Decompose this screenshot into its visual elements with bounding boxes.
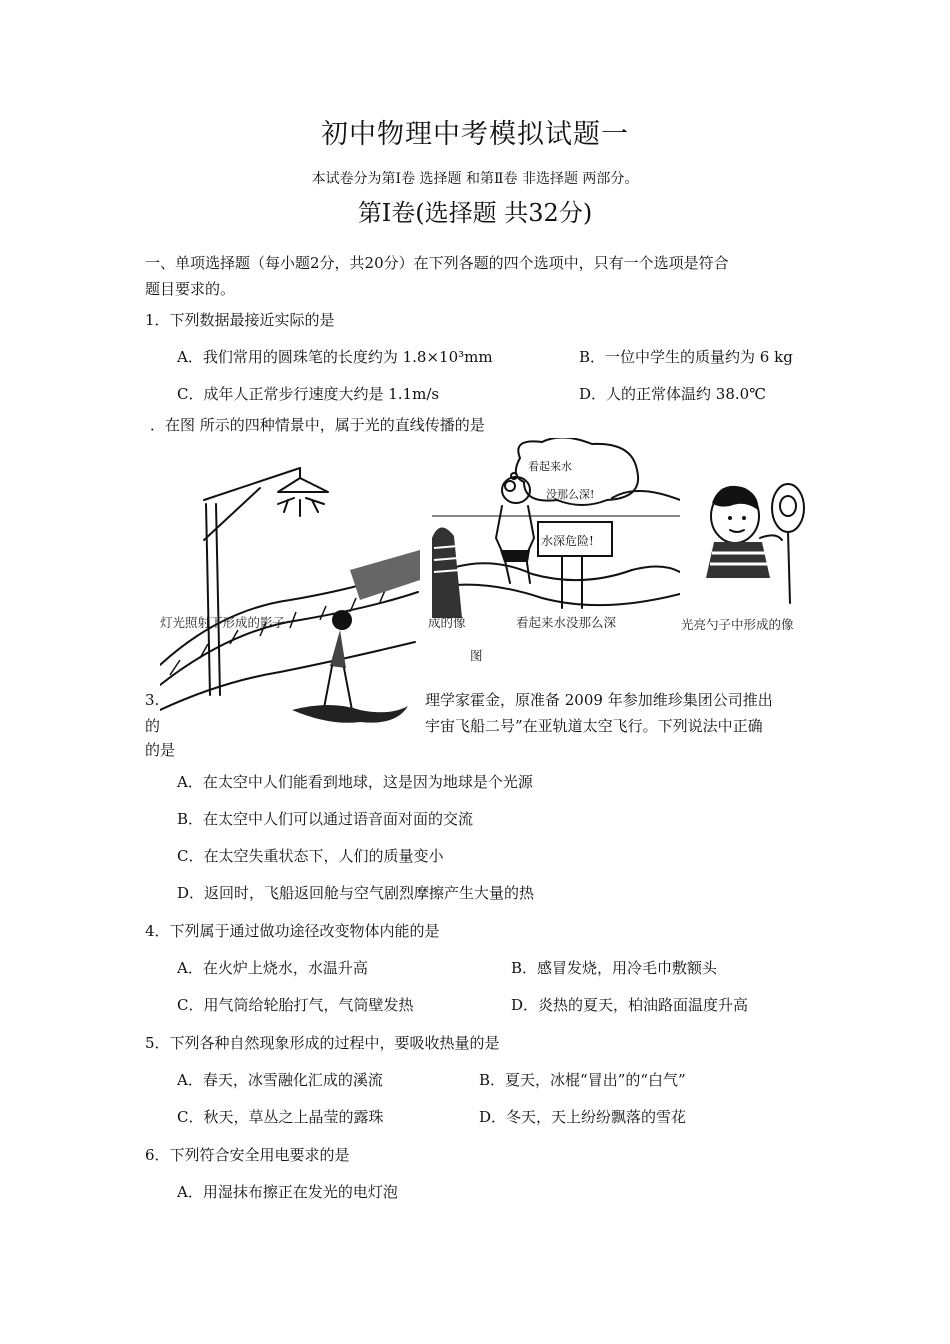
part1-intro-line1: 一、单项选择题（每小题2分，共20分）在下列各题的四个选项中，只有一个选项是符合 <box>145 254 729 272</box>
q6-stem: 6．下列符合安全用电要求的是 <box>145 1146 350 1164</box>
q1-option-c: C．成年人正常步行速度大约是 1.1m/s <box>177 385 440 403</box>
caption-lamp-shadow: 灯光照射下形成的影子 <box>160 615 286 630</box>
q3-option-b: B．在太空中人们可以通过语音面对面的交流 <box>177 810 474 828</box>
thought-bubble-line2: 没那么深! <box>546 488 595 501</box>
spoon-reflection-illustration <box>700 478 810 608</box>
caption-water-depth: 看起来水没那么深 <box>516 615 617 630</box>
q3-option-d: D．返回时，飞船返回舱与空气剧烈摩擦产生大量的热 <box>177 884 535 902</box>
q1-option-d: D．人的正常体温约 38.0℃ <box>579 385 766 403</box>
warning-sign-text: 水深危险! <box>541 534 594 548</box>
q3-stem-line2-head: 的 <box>145 717 161 735</box>
exam-title: 初中物理中考模拟试题一 <box>321 119 629 150</box>
q1-option-a: A．我们常用的圆珠笔的长度约为 1.8×10³mm <box>177 348 493 366</box>
q4-option-b: B．感冒发烧，用冷毛巾敷额头 <box>511 959 718 977</box>
caption-spoon-image: 光亮勺子中形成的像 <box>681 617 794 632</box>
q4-stem: 4．下列属于通过做功途径改变物体内能的是 <box>145 922 440 940</box>
q6-option-a: A．用湿抹布擦正在发光的电灯泡 <box>177 1183 398 1201</box>
q5-stem: 5．下列各种自然现象形成的过程中，要吸收热量的是 <box>145 1034 500 1052</box>
q5-option-c: C．秋天，草丛之上晶莹的露珠 <box>177 1108 384 1126</box>
section-heading: 第Ⅰ卷(选择题 共32分) <box>357 199 593 227</box>
caption-image-partial: 成的像 <box>428 615 466 630</box>
q3-number: 3. <box>145 691 160 709</box>
q4-option-d: D．炎热的夏天，柏油路面温度升高 <box>511 996 749 1014</box>
thought-bubble-line1: 看起来水 <box>528 460 572 473</box>
q5-option-d: D．冬天，天上纷纷飘落的雪花 <box>479 1108 687 1126</box>
part1-intro-line2: 题目要求的。 <box>145 280 236 298</box>
q4-option-c: C．用气筒给轮胎打气，气筒壁发热 <box>177 996 414 1014</box>
figure-label: 图 <box>470 648 483 663</box>
q1-stem: 1．下列数据最接近实际的是 <box>145 311 335 329</box>
q4-option-a: A．在火炉上烧水，水温升高 <box>177 959 368 977</box>
q3-option-a: A．在太空中人们能看到地球，这是因为地球是个光源 <box>177 773 533 791</box>
q3-stem-line3: 的是 <box>145 741 176 759</box>
lamp-shadow-illustration <box>160 460 420 735</box>
q3-stem-line2: 宇宙飞船二号”在亚轨道太空飞行。下列说法中正确 <box>425 717 763 735</box>
exam-subtitle: 本试卷分为第Ⅰ卷 选择题 和第Ⅱ卷 非选择题 两部分。 <box>311 171 639 187</box>
q3-stem-line1: 理学家霍金，原准备 2009 年参加维珍集团公司推出 <box>425 691 773 709</box>
q5-option-a: A．春天，冰雪融化汇成的溪流 <box>177 1071 383 1089</box>
q1-option-b: B．一位中学生的质量约为 6 kg <box>579 348 793 366</box>
q2-stem: ．在图 所示的四种情景中，属于光的直线传播的是 <box>150 416 485 434</box>
q5-option-b: B．夏天，冰棍“冒出”的“白气” <box>479 1071 686 1089</box>
q3-option-c: C．在太空失重状态下，人们的质量变小 <box>177 847 444 865</box>
